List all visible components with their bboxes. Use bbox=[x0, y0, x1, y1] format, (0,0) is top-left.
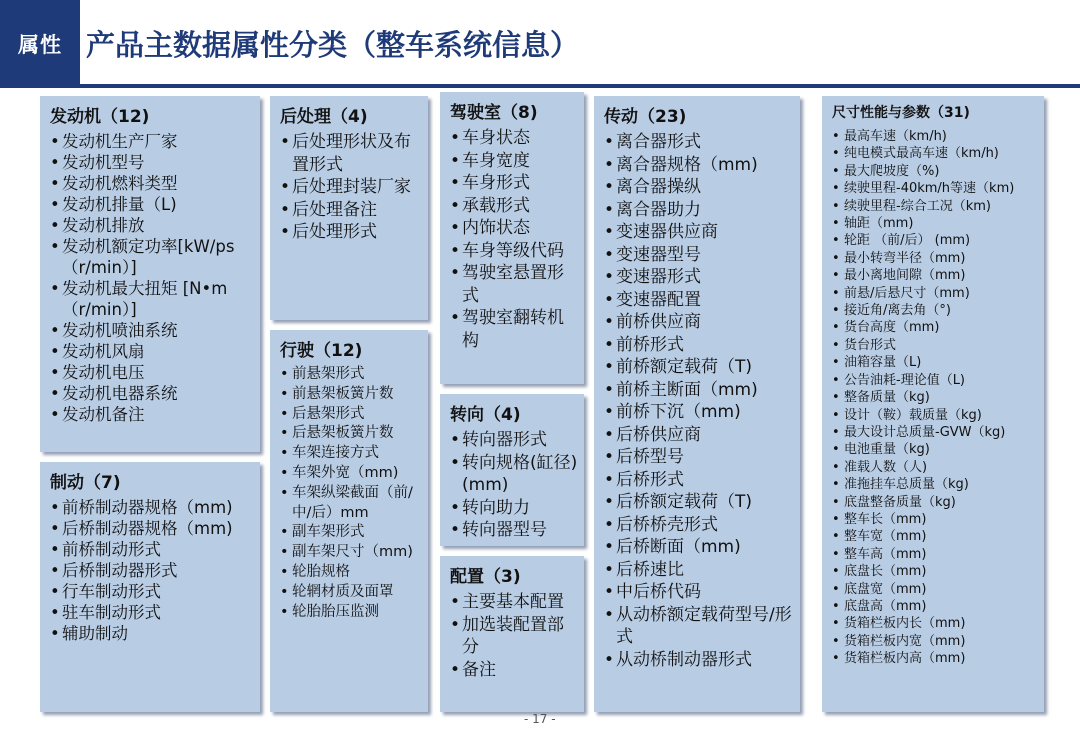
section-tag: 属性 bbox=[0, 0, 80, 88]
box-heading: 配置（3) bbox=[450, 567, 521, 587]
steering-box bbox=[440, 394, 584, 546]
list-item: • 发动机额定功率[kW/ps（r/min）] bbox=[50, 236, 254, 278]
list-item: • 内饰状态 bbox=[450, 217, 578, 240]
aftertreatment-box bbox=[270, 96, 428, 320]
list-item: • 轮胎胎压监测 bbox=[280, 603, 422, 623]
attribute-list bbox=[280, 365, 422, 622]
list-item: • 货箱栏板内高（mm) bbox=[832, 650, 1038, 667]
list-item: • 发动机喷油系统 bbox=[50, 320, 254, 341]
list-item: • 最小离地间隙（mm) bbox=[832, 267, 1038, 284]
list-item: • 最小转弯半径（mm) bbox=[832, 250, 1038, 267]
list-item: • 轮胎规格 bbox=[280, 563, 422, 583]
list-item: • 发动机生产厂家 bbox=[50, 131, 254, 152]
list-item: • 续驶里程-综合工况（km) bbox=[832, 198, 1038, 215]
list-item: • 轮距 （前/后） (mm) bbox=[832, 232, 1038, 249]
list-item: • 货台形式 bbox=[832, 337, 1038, 354]
list-item: • 底盘宽（mm) bbox=[832, 581, 1038, 598]
list-item: • 车架连接方式 bbox=[280, 444, 422, 464]
list-item: • 后处理形式 bbox=[280, 221, 422, 244]
cab-box bbox=[440, 92, 584, 384]
list-item: • 驾驶室悬置形式 bbox=[450, 262, 578, 307]
list-item: • 副车架形式 bbox=[280, 523, 422, 543]
list-item: • 整备质量（kg) bbox=[832, 389, 1038, 406]
box-heading: 行驶（12) bbox=[280, 341, 363, 361]
box-heading: 制动（7) bbox=[50, 473, 121, 493]
list-item: • 变速器供应商 bbox=[604, 221, 794, 244]
list-item: • 加选装配置部分 bbox=[450, 614, 578, 659]
list-item: • 转向器型号 bbox=[450, 519, 578, 542]
list-item: • 后悬架形式 bbox=[280, 405, 422, 425]
list-item: • 离合器助力 bbox=[604, 199, 794, 222]
box-heading: 尺寸性能与参数（31) bbox=[832, 105, 970, 121]
list-item: • 最大设计总质量-GVW（kg) bbox=[832, 424, 1038, 441]
attribute-list bbox=[450, 429, 578, 542]
list-item: • 承载形式 bbox=[450, 195, 578, 218]
attribute-list bbox=[450, 591, 578, 681]
list-item: • 公告油耗-理论值（L) bbox=[832, 372, 1038, 389]
list-item: • 后桥速比 bbox=[604, 559, 794, 582]
list-item: • 后桥桥壳形式 bbox=[604, 514, 794, 537]
list-item: • 前悬架板簧片数 bbox=[280, 385, 422, 405]
list-item: • 整车宽（mm) bbox=[832, 528, 1038, 545]
list-item: • 驾驶室翻转机构 bbox=[450, 307, 578, 352]
list-item: • 前桥下沉（mm) bbox=[604, 401, 794, 424]
list-item: • 从动桥额定载荷型号/形式 bbox=[604, 604, 794, 649]
brake-box bbox=[40, 462, 260, 712]
list-item: • 车身状态 bbox=[450, 127, 578, 150]
list-item: • 副车架尺寸（mm) bbox=[280, 543, 422, 563]
list-item: • 发动机排放 bbox=[50, 215, 254, 236]
list-item: • 整车高（mm) bbox=[832, 546, 1038, 563]
list-item: • 货箱栏板内长（mm) bbox=[832, 615, 1038, 632]
attribute-list bbox=[450, 127, 578, 352]
attribute-list bbox=[604, 131, 794, 671]
list-item: • 车身等级代码 bbox=[450, 240, 578, 263]
attribute-list bbox=[50, 131, 254, 425]
list-item: • 后桥断面（mm) bbox=[604, 536, 794, 559]
engine-box bbox=[40, 96, 260, 452]
list-item: • 发动机型号 bbox=[50, 152, 254, 173]
list-item: • 轮辋材质及面罩 bbox=[280, 583, 422, 603]
list-item: • 最大爬坡度（%) bbox=[832, 163, 1038, 180]
list-item: • 最高车速（km/h) bbox=[832, 128, 1038, 145]
list-item: • 发动机最大扭矩 [N•m（r/min）] bbox=[50, 278, 254, 320]
attribute-list bbox=[280, 131, 422, 244]
list-item: • 中后桥代码 bbox=[604, 581, 794, 604]
list-item: • 整车长（mm) bbox=[832, 511, 1038, 528]
list-item: • 从动桥制动器形式 bbox=[604, 649, 794, 672]
list-item: • 电池重量（kg) bbox=[832, 441, 1038, 458]
list-item: • 货台高度（mm) bbox=[832, 319, 1038, 336]
list-item: • 发动机备注 bbox=[50, 404, 254, 425]
box-heading: 后处理（4) bbox=[280, 107, 368, 127]
list-item: • 前悬架形式 bbox=[280, 365, 422, 385]
list-item: • 底盘整备质量（kg) bbox=[832, 494, 1038, 511]
list-item: • 变速器形式 bbox=[604, 266, 794, 289]
list-item: • 设计（鞍）载质量（kg) bbox=[832, 407, 1038, 424]
transmission-box bbox=[594, 96, 800, 712]
list-item: • 后桥形式 bbox=[604, 469, 794, 492]
list-item: • 后桥制动器规格（mm) bbox=[50, 518, 254, 539]
list-item: • 后处理封装厂家 bbox=[280, 176, 422, 199]
list-item: • 续驶里程-40km/h等速（km) bbox=[832, 180, 1038, 197]
list-item: • 离合器形式 bbox=[604, 131, 794, 154]
title-underline bbox=[80, 84, 1080, 88]
attribute-list bbox=[50, 497, 254, 644]
list-item: • 轴距（mm) bbox=[832, 215, 1038, 232]
attribute-list bbox=[832, 128, 1038, 668]
list-item: • 变速器型号 bbox=[604, 244, 794, 267]
list-item: • 转向助力 bbox=[450, 497, 578, 520]
list-item: • 前悬/后悬尺寸（mm) bbox=[832, 285, 1038, 302]
list-item: • 离合器规格（mm) bbox=[604, 154, 794, 177]
box-heading: 转向（4) bbox=[450, 405, 521, 425]
box-heading: 传动（23) bbox=[604, 107, 687, 127]
list-item: • 变速器配置 bbox=[604, 289, 794, 312]
list-item: • 底盘高（mm) bbox=[832, 598, 1038, 615]
list-item: • 离合器操纵 bbox=[604, 176, 794, 199]
config-box bbox=[440, 556, 584, 712]
list-item: • 后处理备注 bbox=[280, 199, 422, 222]
list-item: • 前桥制动器规格（mm) bbox=[50, 497, 254, 518]
list-item: • 前桥供应商 bbox=[604, 311, 794, 334]
list-item: • 发动机风扇 bbox=[50, 341, 254, 362]
list-item: • 转向规格(缸径)(mm) bbox=[450, 452, 578, 497]
list-item: • 发动机排量（L) bbox=[50, 194, 254, 215]
list-item: • 驻车制动形式 bbox=[50, 602, 254, 623]
list-item: • 发动机电器系统 bbox=[50, 383, 254, 404]
box-heading: 驾驶室（8) bbox=[450, 103, 538, 123]
list-item: • 接近角/离去角（°) bbox=[832, 302, 1038, 319]
page-number: - 17 - bbox=[524, 712, 556, 726]
list-item: • 后悬架板簧片数 bbox=[280, 424, 422, 444]
list-item: • 辅助制动 bbox=[50, 623, 254, 644]
list-item: • 发动机电压 bbox=[50, 362, 254, 383]
list-item: • 车身形式 bbox=[450, 172, 578, 195]
list-item: • 货箱栏板内宽（mm) bbox=[832, 633, 1038, 650]
list-item: • 前桥形式 bbox=[604, 334, 794, 357]
list-item: • 准拖挂车总质量（kg) bbox=[832, 476, 1038, 493]
list-item: • 转向器形式 bbox=[450, 429, 578, 452]
list-item: • 后桥供应商 bbox=[604, 424, 794, 447]
list-item: • 后处理形状及布置形式 bbox=[280, 131, 422, 176]
box-heading: 发动机（12) bbox=[50, 107, 150, 127]
list-item: • 后桥制动器形式 bbox=[50, 560, 254, 581]
list-item: • 底盘长（mm) bbox=[832, 563, 1038, 580]
list-item: • 油箱容量（L) bbox=[832, 354, 1038, 371]
list-item: • 前桥主断面（mm) bbox=[604, 379, 794, 402]
list-item: • 前桥制动形式 bbox=[50, 539, 254, 560]
list-item: • 前桥额定载荷（T) bbox=[604, 356, 794, 379]
list-item: • 备注 bbox=[450, 659, 578, 682]
dimensions-performance-box bbox=[822, 96, 1044, 712]
list-item: • 发动机燃料类型 bbox=[50, 173, 254, 194]
list-item: • 车架外宽（mm) bbox=[280, 464, 422, 484]
list-item: • 车身宽度 bbox=[450, 150, 578, 173]
page-title: 产品主数据属性分类（整车系统信息） bbox=[86, 28, 580, 62]
list-item: • 行车制动形式 bbox=[50, 581, 254, 602]
running-gear-box bbox=[270, 330, 428, 712]
list-item: • 车架纵梁截面（前/中/后）mm bbox=[280, 484, 422, 524]
list-item: • 纯电模式最高车速（km/h) bbox=[832, 145, 1038, 162]
list-item: • 后桥额定载荷（T) bbox=[604, 491, 794, 514]
list-item: • 后桥型号 bbox=[604, 446, 794, 469]
list-item: • 主要基本配置 bbox=[450, 591, 578, 614]
list-item: • 准载人数（人) bbox=[832, 459, 1038, 476]
